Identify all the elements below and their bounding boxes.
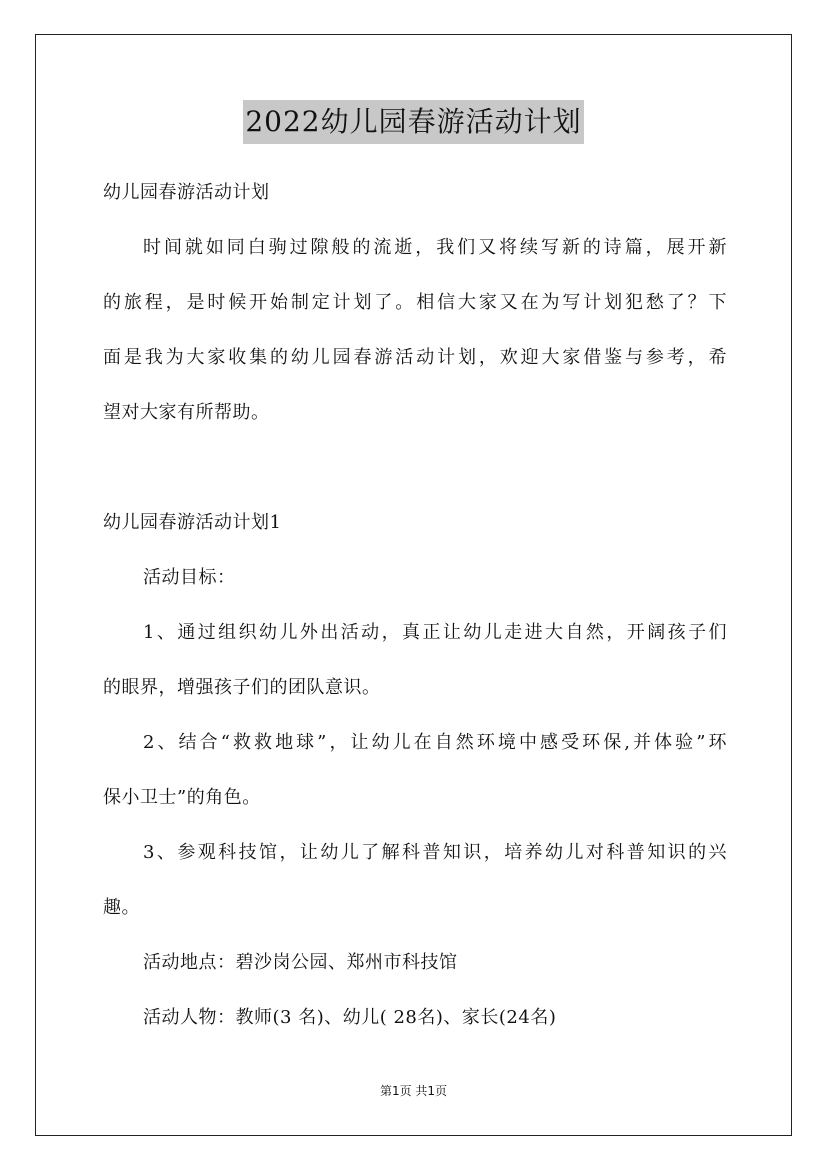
- activity-people: 活动人物：教师(3 名)、幼儿( 28名)、家长(24名): [143, 1007, 557, 1028]
- document-title: 2022幼儿园春游活动计划: [243, 100, 583, 144]
- goal-line: 的眼界，增强孩子们的团队意识。: [103, 677, 381, 698]
- subtitle: 幼儿园春游活动计划: [103, 182, 270, 203]
- intro-line: 面是我为大家收集的幼儿园春游活动计划，欢迎大家借鉴与参考，希: [103, 347, 727, 368]
- intro-line: 时间就如同白驹过隙般的流逝，我们又将续写新的诗篇，展开新: [143, 237, 727, 258]
- paragraph-gap: [103, 445, 727, 500]
- goal-line: 趣。: [103, 897, 140, 918]
- goal-line: 2、结合“救救地球”，让幼儿在自然环境中感受环保,并体验”环: [143, 732, 727, 753]
- page-footer: 第1页 共1页: [379, 1084, 448, 1098]
- section-heading: 幼儿园春游活动计划1: [103, 512, 282, 533]
- goal-line: 保小卫士”的角色。: [103, 787, 261, 808]
- activity-location: 活动地点：碧沙岗公园、郑州市科技馆: [143, 952, 458, 973]
- intro-line: 的旅程，是时候开始制定计划了。相信大家又在为写计划犯愁了？下: [103, 292, 727, 313]
- goals-label: 活动目标：: [143, 567, 236, 588]
- document-body: [103, 170, 727, 1050]
- goal-line: 3、参观科技馆，让幼儿了解科普知识，培养幼儿对科普知识的兴: [143, 842, 727, 863]
- intro-line: 望对大家有所帮助。: [103, 402, 270, 423]
- goal-line: 1、通过组织幼儿外出活动，真正让幼儿走进大自然，开阔孩子们: [143, 622, 727, 643]
- title-container: [0, 100, 827, 144]
